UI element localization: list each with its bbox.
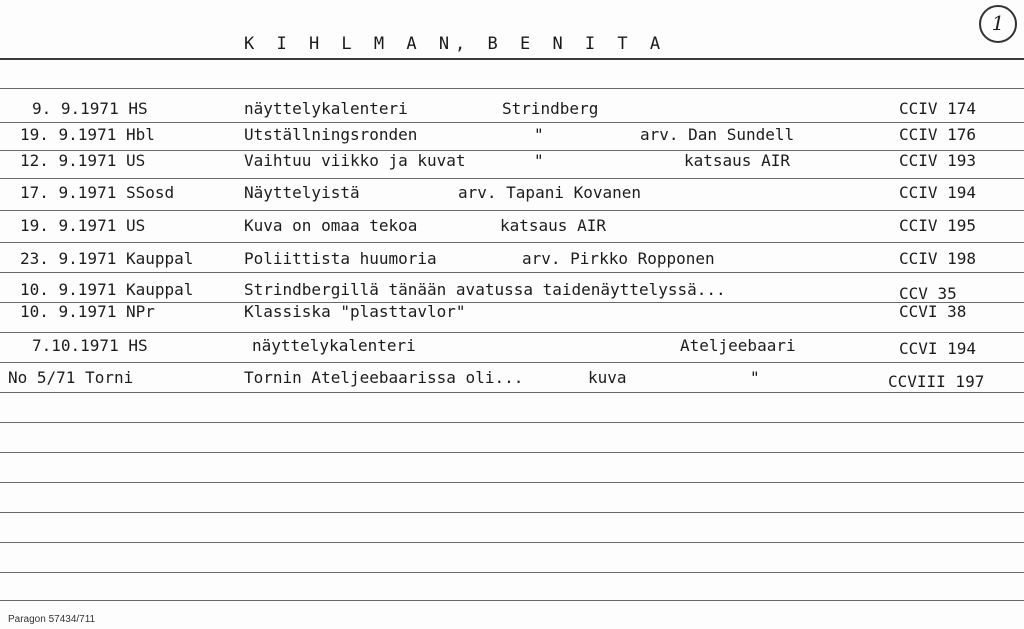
ruled-line	[0, 600, 1024, 601]
entry-reference: CCVI 194	[899, 339, 977, 358]
entry-note: arv. Tapani Kovanen	[458, 183, 642, 202]
entry-note: katsaus AIR	[684, 151, 790, 170]
entry-date-source: 23. 9.1971 Kauppal	[20, 249, 194, 268]
entry-note: katsaus AIR	[500, 216, 606, 235]
entry-reference: CCIV 176	[899, 125, 977, 144]
ruled-line	[0, 542, 1024, 543]
entry-reference: CCIV 195	[899, 216, 977, 235]
entry-note: "	[534, 151, 544, 170]
entry-note: Strindberg	[502, 99, 599, 118]
list-item	[0, 183, 1024, 213]
entry-title: Vaihtuu viikko ja kuvat	[244, 151, 466, 170]
entry-note: arv. Pirkko Ropponen	[522, 249, 715, 268]
entry-date-source: 12. 9.1971 US	[20, 151, 146, 170]
list-item	[0, 302, 1024, 332]
entry-title: Utställningsronden	[244, 125, 418, 144]
ruled-line	[0, 482, 1024, 483]
card-title: K I H L M A N, B E N I T A	[244, 34, 667, 54]
entry-date-source: 9. 9.1971 HS	[32, 99, 148, 118]
ruled-line	[0, 512, 1024, 513]
list-item	[0, 216, 1024, 246]
ruled-line	[0, 332, 1024, 333]
entry-reference: CCIV 174	[899, 99, 977, 118]
ruled-line	[0, 88, 1024, 89]
entry-date-source: 17. 9.1971 SSosd	[20, 183, 175, 202]
header-rule	[0, 58, 1024, 60]
list-item	[0, 249, 1024, 279]
list-item	[0, 336, 1024, 366]
page-number-circle: 1	[979, 5, 1017, 43]
entry-title: Poliittista huumoria	[244, 249, 437, 268]
entry-reference: CCVI 38	[899, 302, 967, 321]
entry-note: "	[750, 368, 760, 387]
entry-title: näyttelykalenteri	[244, 99, 408, 118]
entry-reference: CCIV 194	[899, 183, 977, 202]
ruled-line	[0, 572, 1024, 573]
entry-note: kuva	[588, 368, 627, 387]
entry-reference: CCV 35	[899, 284, 957, 303]
entry-title: näyttelykalenteri	[252, 336, 416, 355]
entry-note: arv. Dan Sundell	[640, 125, 795, 144]
entry-reference: CCIV 198	[899, 249, 977, 268]
list-item	[0, 151, 1024, 181]
entry-reference: CCIV 193	[899, 151, 977, 170]
entry-title: Kuva on omaa tekoa	[244, 216, 418, 235]
entry-reference: CCVIII 197	[888, 372, 985, 391]
list-item	[0, 368, 1024, 398]
entry-date-source: 19. 9.1971 Hbl	[20, 125, 155, 144]
entry-title: Tornin Ateljeebaarissa oli...	[244, 368, 524, 387]
entry-date-source: 10. 9.1971 Kauppal	[20, 280, 194, 299]
entry-note: "	[534, 125, 544, 144]
entry-note: Ateljeebaari	[680, 336, 796, 355]
entry-date-source: 19. 9.1971 US	[20, 216, 146, 235]
entry-date-source: 7.10.1971 HS	[32, 336, 148, 355]
ruled-line	[0, 452, 1024, 453]
printer-imprint: Paragon 57434/711	[8, 614, 96, 625]
ruled-line	[0, 422, 1024, 423]
entry-date-source: 10. 9.1971 NPr	[20, 302, 155, 321]
entry-date-source: No 5/71 Torni	[8, 368, 134, 387]
entry-title: Klassiska "plasttavlor"	[244, 302, 466, 321]
entry-title: Strindbergillä tänään avatussa taidenäyttelyssä...	[244, 280, 726, 299]
entry-title: Näyttelyistä	[244, 183, 360, 202]
